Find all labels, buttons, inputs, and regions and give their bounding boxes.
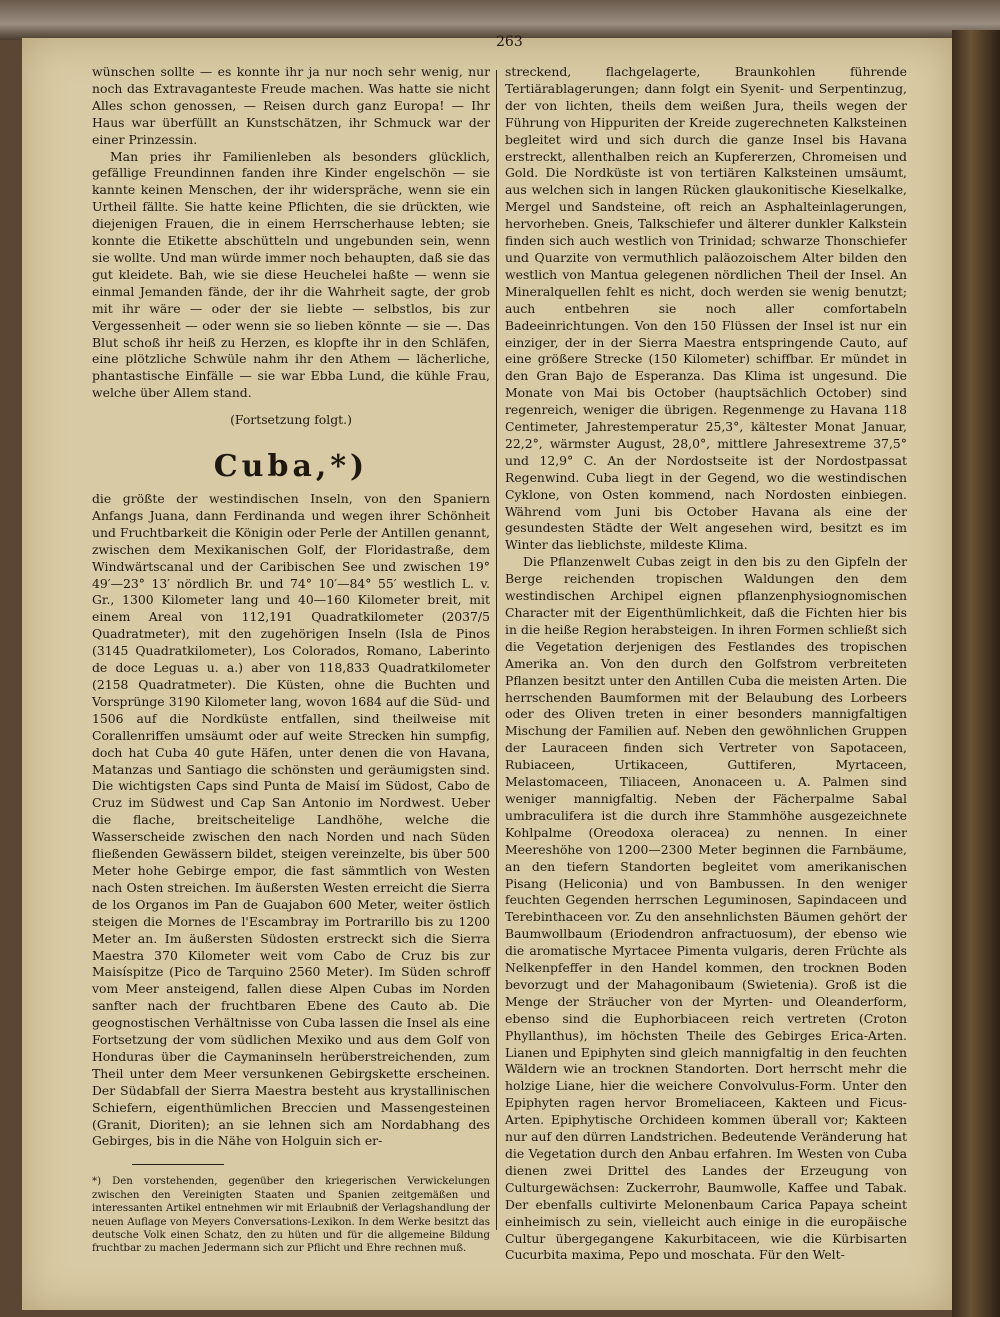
flora-paragraph: Die Pflanzenwelt Cubas zeigt in den bis zu den Gipfeln der Berge reichenden tropischen Waldungen den dem westindischen Archipel eignen pflanzenphysiognomischen Character mit der Eigenthümlichkeit, daß die Fichten hier bis in die heiße Region herabsteigen. In ihren Formen schließt sich die Vegetation derjenigen des Festlandes des tropischen Amerika an. Von den durch den Golfstrom verbreiteten Pflanzen besitzt unter den Antillen Cuba die meisten Arten. Die herrschenden Baumformen mit der Belaubung des Lorbeers oder des Oliven treten in einer besonders mannigfaltigen Mischung der Familien auf. Neben den gewöhnlichen Gruppen der Lauraceen finden sich Vertreter von Sapotaceen, Rubiaceen, Urtikaceen, Guttiferen, Myrtaceen, Melastomaceen, Tiliaceen, Anonaceen u. A. Palmen sind weniger mannigfaltig. Neben der Fächerpalme Sabal umbraculifera ist die durch ihre Stammhöhe ausgezeichnete Kohlpalme (Oreodoxa oleracea) zu nennen. In einer Meereshöhe von 1200—2300 Meter beginnen die Farnbäume, an den tiefern Standorten begleitet vom amerikanischen Pisang (Heliconia) und von Bambussen. In den weniger feuchten Gegenden herrschen Leguminosen, Sapindaceen und Terebinthaceen vor. Zu den ansehnlichsten Bäumen gehört der Baumwollbaum (Eriodendron anfractuosum), der ebenso wie die aromatische Myrtacee Pimenta vulgaris, deren Früchte als Nelkenpfeffer in den Handel kommen, den trocknen Boden bevorzugt und der Mahagonibaum (Swietenia). Groß ist die Menge der Sträucher von der Myrten- und Oleanderform, ebenso sind die Euphorbiaceen reich vertreten (Croton Phyllanthus), im höchsten Theile des Gebirges Erica-Arten. Lianen und Epiphyten sind gleich mannigfaltig in den feuchten Wäldern wie an trocknen Standorten. Dort herrscht mehr die holzige Liane, hier die weichere Convolvulus-Form. Unter den Epiphyten ragen hervor Bromeliaceen, Kakteen und Ficus-Arten. Epiphytische Orchideen kommen überall vor; Kakteen nur auf den dürren Landstrichen. Bedeutende Veränderung hat die Vegetation durch den Anbau erfahren. Im Westen von Cuba dienen zwei Drittel des Landes der Erzeugung von Culturgewächsen: Zuckerrohr, Baumwolle, Kaffee und Tabak. Der ebenfalls cultivirte Melonenbaum Carica Papaya scheint einheimisch zu sein, vielleicht auch einige in die europäische Cultur übergegangene Kakurbitaceen, wie die Kürbisarten Cucurbita maxima, Pepo und moschata. Für den Welt-	[505, 554, 907, 1263]
right-column	[505, 64, 907, 1263]
footnote-rule	[132, 1164, 224, 1165]
article-text: die größte der westindischen Inseln, von den Spaniern Anfangs Juana, dann Ferdinanda und wegen ihrer Schönheit und Fruchtbarkeit die Königin oder Perle der Antillen genannt, zwischen dem Mexikanischen Golf, der Floridastraße, dem Windwärtscanal und der Caribischen See und zwischen 19° 49′—23° 13′ nördlich Br. und 74° 10′—84° 55′ westlich L. v. Gr., 1300 Kilometer lang und 40—160 Kilometer breit, mit einem Areal von 112,191 Quadratkilometer (2037/5 Quadratmeter), mit den zugehörigen Inseln (Isla de Pinos (3145 Quadratkilometer), Los Colorados, Romano, Laberinto de doce Leguas u. a.) aber von 118,833 Quadratkilometer (2158 Quadratmeter). Die Küsten, ohne die Buchten und Vorsprünge 3190 Kilometer lang, wovon 1684 auf die Süd- und 1506 auf die Nordküste entfallen, sind theilweise mit Corallenriffen umsäumt oder auf weite Strecken hin sumpfig, doch hat Cuba 40 gute Häfen, unter denen die von Havana, Matanzas und Santiago die schönsten und geräumigsten sind. Die wichtigsten Caps sind Punta de Maisí im Südost, Cabo de Cruz im Südwest und Cap San Antonio im Nordwest. Ueber die flache, breitscheitelige Landhöhe, welche die Wasserscheide zwischen den nach Norden und nach Süden fließenden Gewässern bildet, steigen vereinzelte, bis über 500 Meter hohe Gebirge empor, die fast sämmtlich von Westen nach Osten streichen. Im äußersten Westen erreicht die Sierra de los Organos im Pan de Guajabon 600 Meter, weiter östlich steigen die Mornes de l'Escambray im Portrarillo bis zu 1200 Meter an. Im äußersten Südosten erstreckt sich die Sierra Maestra 370 Kilometer weit vom Cabo de Cruz bis zur Maisíspitze (Pico de Tarquino 2560 Meter). Im Süden schroff vom Meer ansteigend, fallen diese Alpen Cubas im Norden sanfter nach der fruchtbaren Ebene des Cauto ab. Die geognostischen Verhältnisse von Cuba lassen die Insel als eine Fortsetzung der vom südlichen Mexiko und aus dem Golf von Honduras über die Caymaninseln herüberstreichenden, zum Theil unter dem Meer versunkenen Gebirgskette erscheinen. Der Südabfall der Sierra Maestra besteht aus krystallinischen Schiefern, eigenthümlichen Breccien und Massengesteinen (Granit, Dioriten); an sie lehnen sich am Nordabhang des Gebirges, bis in die Nähe von Holguin sich er-	[92, 491, 490, 1149]
page-number: 263	[496, 34, 523, 50]
left-column	[92, 64, 490, 1255]
margin-marks	[2, 120, 16, 1220]
continuation-paragraph: wünschen sollte — es konnte ihr ja nur noch sehr wenig, nur noch das Extravaganteste Freude machen. Was hatte sie nicht Alles schon genossen, — Reisen durch ganz Europa! — Ihr Haus war überfüllt an Kunstschätzen, ihr Schmuck war der einer Prinzessin.	[92, 64, 490, 147]
footnote: *) Den vorstehenden, gegenüber den kriegerischen Verwickelungen zwischen den Vereinigten Staaten und Spanien zeitgemäßen und interessanten Artikel entnehmen wir mit Erlaubniß der Verlagshandlung der neuen Auflage von Meyers Conversations-Lexikon. In dem Werke besitzt das deutsche Volk einen Schatz, den zu hüten und für die allgemeine Bildung fruchtbar zu machen Jedermann sich zur Pflicht und Ehre rechnen muß.	[92, 1176, 490, 1255]
geology-paragraph: streckend, flachgelagerte, Braunkohlen führende Tertiärablagerungen; dann folgt ein Syenit- und Serpentinzug, der von lichten, theils dem weißen Jura, theils wegen der Führung von Hippuriten der Kreide zugerechneten Kalksteinen begleitet wird und sich durch die ganze Insel bis Havana erstreckt, allenthalben reich an Kupfererzen, Chromeisen und Gold. Die Nordküste ist von tertiären Kalksteinen umsäumt, aus welchen sich in langen Rücken glaukonitische Kieselkalke, Mergel und Sandsteine, oft reich an Asphalteinlagerungen, hervorheben. Gneis, Talkschiefer und älterer dunkler Kalkstein finden sich auch westlich von Trinidad; schwarze Thonschiefer und Quarzite von vermuthlich paläozoischem Alter bilden den westlich von Mantua gelegenen nördlichen Theil der Insel. An Mineralquellen fehlt es nicht, doch werden sie wenig benutzt; auch entbehren sie noch aller comfortabeln Badeeinrichtungen. Von den 150 Flüssen der Insel ist nur ein einziger, der in der Sierra Maestra entspringende Cauto, auf eine größere Strecke (150 Kilometer) schiffbar. Er mündet in den Gran Bajo de Esperanza. Das Klima ist ungesund. Die Monate von Mai bis October (hauptsächlich October) sind regenreich, weniger die übrigen. Regenmenge zu Havana 118 Centimeter, Jahrestemperatur 25,3°, kältester Monat Januar, 22,2°, wärmster August, 28,0°, mittlere Jahresextreme 37,5° und 12,9° C. An der Nordostseite ist der Nordostpassat Regenwind. Cuba liegt in der Gegend, wo die westindischen Cyklone, von Osten kommend, nach Nordosten einbiegen. Während vom Juni bis October Havana als eine der gesundesten Städte der Welt angesehen wird, besitzt es im Winter das lieblichste, mildeste Klima.	[505, 64, 907, 553]
column-rule	[496, 70, 497, 1230]
book-binding	[952, 30, 1000, 1317]
story-paragraph: Man pries ihr Familienleben als besonders glücklich, gefällige Freundinnen fanden ihre Kinder engelschön — sie kannte keinen Menschen, der ihr widerspräche, wenn sie ein Urtheil fällte. Sie hatte keine Pflichten, die sie drückten, wie diejenigen Frauen, die in einem Herrscherhause lebten; sie konnte die Etikette abschütteln und ungebunden sein, wenn sie wollte. Und man würde immer noch behaupten, daß sie das gut kleidete. Bah, wie sie diese Heuchelei haßte — wenn sie einmal Jemanden fände, der ihr die Wahrheit sagte, der grob mit ihr wäre — oder der sie liebte — selbstlos, bis zur Vergessenheit — oder wenn sie so lieben könnte — sie —. Das Blut schoß ihr heiß zu Herzen, es klopfte ihr in den Schläfen, eine plötzliche Schwüle nahm ihr den Athem — lächerliche, phantastische Einfälle — sie war Ebba Lund, die kühle Frau, welche über Allem stand.	[92, 148, 490, 401]
article-title: Cuba,*)	[213, 449, 369, 485]
continued-note: (Fortsetzung folgt.)	[230, 412, 352, 428]
